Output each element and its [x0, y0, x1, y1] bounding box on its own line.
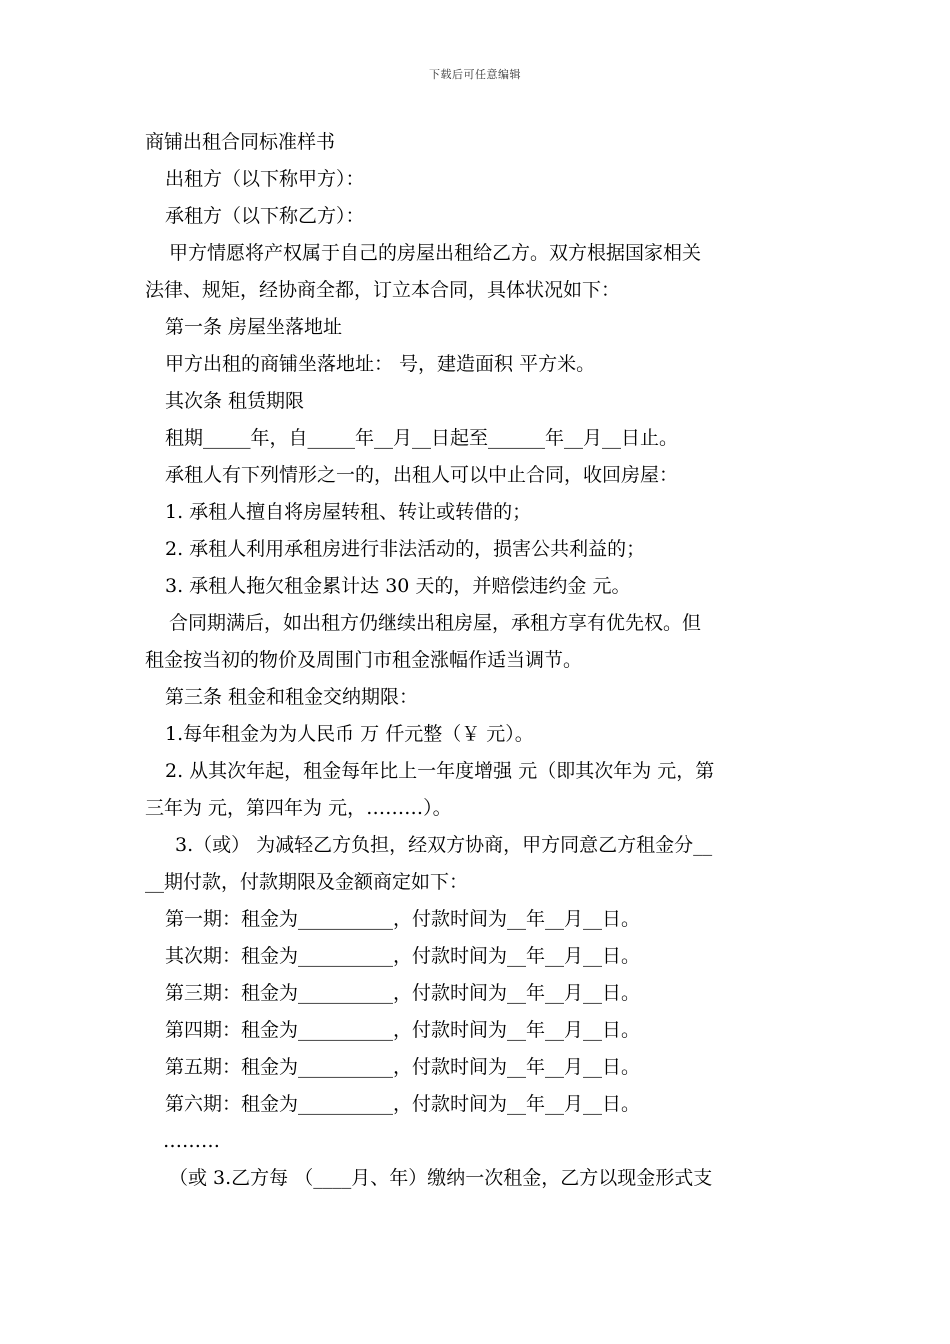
article-3-item-3-line-1: 3.（或） 为减轻乙方负担，经双方协商，甲方同意乙方租金分__ — [175, 834, 713, 856]
article-3-item-2-line-2: 三年为 元，第四年为 元，………）。 — [145, 797, 452, 819]
article-3-item-1: 1.每年租金为为人民币 万 仟元整（￥ 元）。 — [165, 723, 534, 745]
article-3-title: 第三条 租金和租金交纳期限： — [165, 686, 419, 708]
article-2-renewal-line-2: 租金按当初的物价及周围门市租金涨幅作适当调节。 — [145, 649, 583, 671]
article-3-alternative-line: （或 3.乙方每 （____月、年）缴纳一次租金，乙方以现金形式支 — [169, 1167, 713, 1189]
article-3-item-2-line-1: 2. 从其次年起，租金每年比上一年度增强 元（即其次年为 元，第 — [165, 760, 715, 782]
document-title: 商铺出租合同标准样书 — [145, 131, 336, 153]
lessor-line: 出租方（以下称甲方）： — [165, 168, 365, 190]
installment-line: 第一期：租金为__________，付款时间为__年__月__日。 — [165, 908, 641, 930]
installment-line: 第五期：租金为__________，付款时间为__年__月__日。 — [165, 1056, 641, 1078]
article-2-term: 租期_____年，自_____年__月__日起至______年__月__日止。 — [165, 427, 679, 449]
article-2-conditions: 承租人有下列情形之一的，出租人可以中止合同，收回房屋： — [165, 464, 679, 486]
article-1-body: 甲方出租的商铺坐落地址： 号，建造面积 平方米。 — [165, 353, 596, 375]
installment-line: 第六期：租金为__________，付款时间为__年__月__日。 — [165, 1093, 641, 1115]
installment-line: 其次期：租金为__________，付款时间为__年__月__日。 — [165, 945, 641, 967]
intro-line-1: 甲方情愿将产权属于自己的房屋出租给乙方。双方根据国家相关 — [169, 242, 702, 264]
article-2-item-2: 2. 承租人利用承租房进行非法活动的，损害公共利益的； — [165, 538, 646, 560]
ellipsis-line: ……… — [163, 1130, 220, 1152]
intro-line-2: 法律、规矩，经协商全都，订立本合同，具体状况如下： — [145, 279, 621, 301]
article-2-item-1: 1. 承租人擅自将房屋转租、转让或转借的； — [165, 501, 532, 523]
article-2-item-3: 3. 承租人拖欠租金累计达 30 天的，并赔偿违约金 元。 — [165, 575, 631, 597]
article-1-title: 第一条 房屋坐落地址 — [165, 316, 343, 338]
lessee-line: 承租方（以下称乙方）： — [165, 205, 365, 227]
page-header-note: 下载后可任意编辑 — [429, 68, 521, 81]
installment-line: 第四期：租金为__________，付款时间为__年__月__日。 — [165, 1019, 641, 1041]
installment-line: 第三期：租金为__________，付款时间为__年__月__日。 — [165, 982, 641, 1004]
article-2-title: 其次条 租赁期限 — [165, 390, 305, 412]
article-3-item-3-line-2: __期付款，付款期限及金额商定如下： — [145, 871, 469, 893]
article-2-renewal-line-1: 合同期满后，如出租方仍继续出租房屋，承租方享有优先权。但 — [169, 612, 702, 634]
document-body — [145, 124, 807, 1197]
